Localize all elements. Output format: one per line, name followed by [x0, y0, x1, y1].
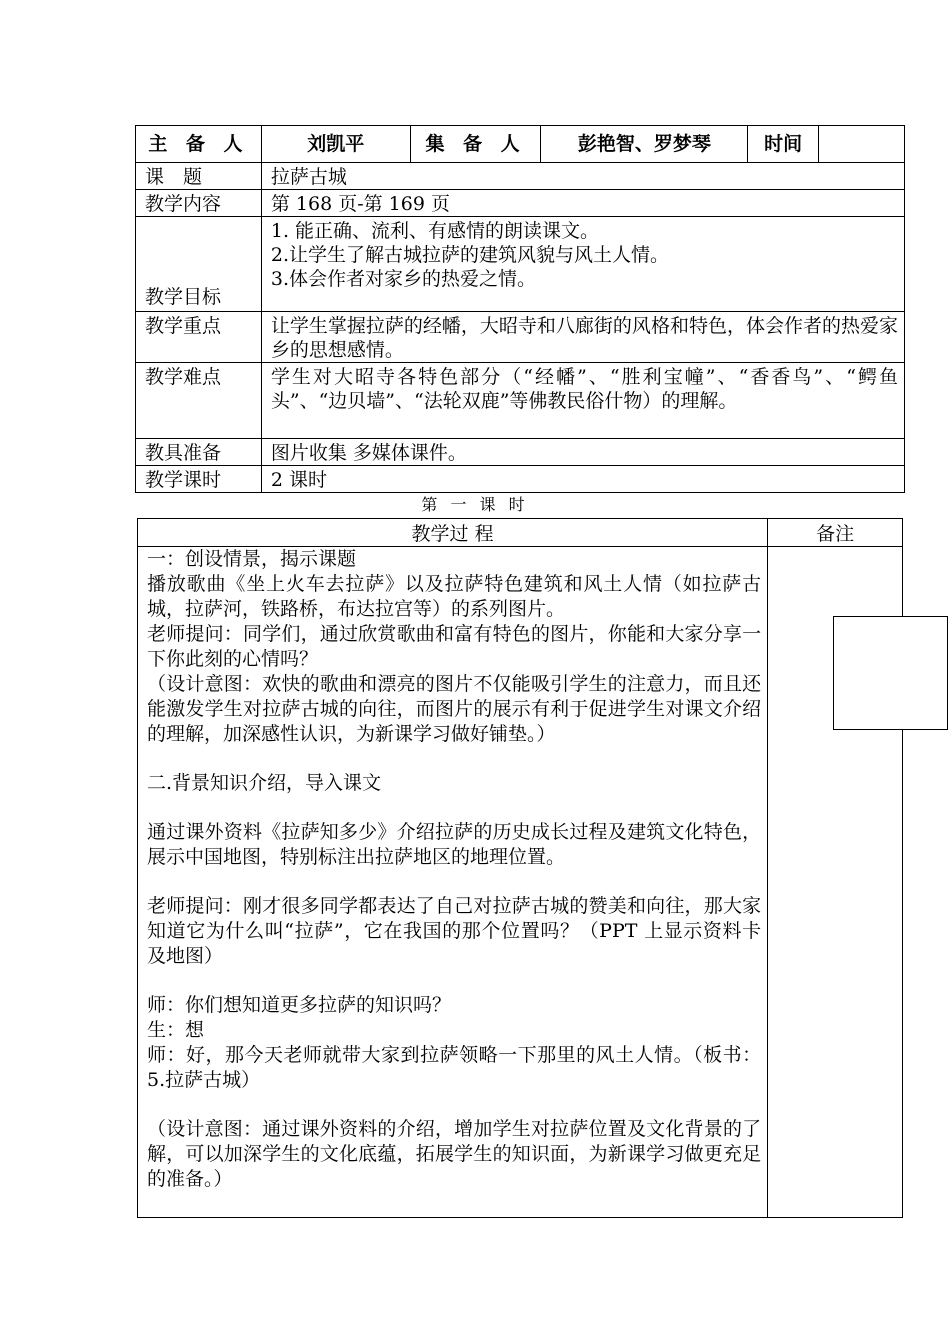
key-points-row [136, 312, 905, 363]
content-label: 教学内容 [136, 190, 262, 217]
process-paragraph: 老师提问：同学们，通过欣赏歌曲和富有特色的图片，你能和大家分享一下你此刻的心情吗？ [147, 623, 762, 670]
section-heading: 二.背景知识介绍，导入课文 [147, 772, 382, 794]
first-lesson-caption: 第 一 课 时 [421, 495, 529, 514]
dialogue-line: 师：你们想知道更多拉萨的知识吗？ [147, 994, 452, 1016]
design-intent-note: （设计意图：欢快的歌曲和漂亮的图片不仅能吸引学生的注意力，而且还能激发学生对拉萨古城的向往，而图片的展示有利于促进学生对课文介绍的理解，加深感性认识，为新课学习做好铺垫。） [147, 673, 762, 745]
time-value [819, 126, 905, 163]
difficulties-row [136, 363, 905, 439]
process-content [138, 547, 768, 1218]
goal-item: 1. 能正确、流利、有感情的朗读课文。 [270, 220, 600, 242]
topic-value: 拉萨古城 [261, 163, 904, 190]
design-intent-note: （设计意图：通过课外资料的介绍，增加学生对拉萨位置及文化背景的了解，可以加深学生的文化底蕴，拓展学生的知识面，为新课学习做更充足的准备。） [147, 1118, 762, 1190]
goals-label: 教学目标 [136, 217, 262, 312]
lead-preparer-name: 刘凯平 [261, 126, 410, 163]
process-paragraph: 播放歌曲《坐上火车去拉萨》以及拉萨特色建筑和风土人情（如拉萨古城，拉萨河，铁路桥，布达拉宫等）的系列图片。 [147, 573, 762, 620]
dialogue-line: 生：想 [147, 1019, 205, 1041]
group-preparers-names: 彭艳智、罗梦琴 [541, 126, 748, 163]
key-points-label: 教学重点 [136, 312, 262, 363]
hours-row [136, 466, 905, 493]
tools-value: 图片收集 多媒体课件。 [261, 439, 904, 466]
process-body-row [138, 547, 903, 1218]
process-paragraph: 通过课外资料《拉萨知多少》介绍拉萨的历史成长过程及建筑文化特色，展示中国地图，特别标注出拉萨地区的地理位置。 [147, 821, 762, 868]
goals-row [136, 217, 905, 312]
content-value: 第 168 页-第 169 页 [261, 190, 904, 217]
topic-row [136, 163, 905, 190]
lesson-info-table [135, 125, 905, 493]
content-row [136, 190, 905, 217]
goal-item: 3.体会作者对家乡的热爱之情。 [270, 268, 536, 290]
goals-list [261, 217, 904, 312]
process-column-header: 教学过 程 [138, 519, 768, 547]
hours-value: 2 课时 [261, 466, 904, 493]
process-head-row [138, 519, 903, 547]
lead-preparer-label: 主 备 人 [136, 126, 262, 163]
difficulties-value: 学生对大昭寺各特色部分（“经幡”、“胜利宝幢”、“香香鸟”、“鳄鱼头”、“边贝墙”、“法轮双鹿”等佛教民俗什物）的理解。 [261, 363, 904, 439]
preparers-row [136, 126, 905, 163]
topic-label: 课 题 [136, 163, 262, 190]
section-heading: 一：创设情景，揭示课题 [147, 548, 357, 570]
dialogue-line: 师：好，那今天老师就带大家到拉萨领略一下那里的风土人情。（板书：5.拉萨古城） [147, 1044, 762, 1091]
goal-item: 2.让学生了解古城拉萨的建筑风貌与风土人情。 [270, 244, 669, 266]
tools-row [136, 439, 905, 466]
teaching-process-table [137, 518, 903, 1218]
key-points-value: 让学生掌握拉萨的经幡，大昭寺和八廊街的风格和特色，体会作者的热爱家乡的思想感情。 [261, 312, 904, 363]
process-paragraph: 老师提问：刚才很多同学都表达了自己对拉萨古城的赞美和向往，那大家知道它为什么叫“拉萨”，它在我国的那个位置吗？（PPT 上显示资料卡及地图） [147, 895, 762, 967]
time-label: 时间 [748, 126, 819, 163]
group-preparers-label: 集 备 人 [410, 126, 541, 163]
notes-column-header: 备注 [768, 519, 903, 547]
floating-note-box [833, 616, 948, 730]
hours-label: 教学课时 [136, 466, 262, 493]
difficulties-label: 教学难点 [136, 363, 262, 439]
tools-label: 教具准备 [136, 439, 262, 466]
